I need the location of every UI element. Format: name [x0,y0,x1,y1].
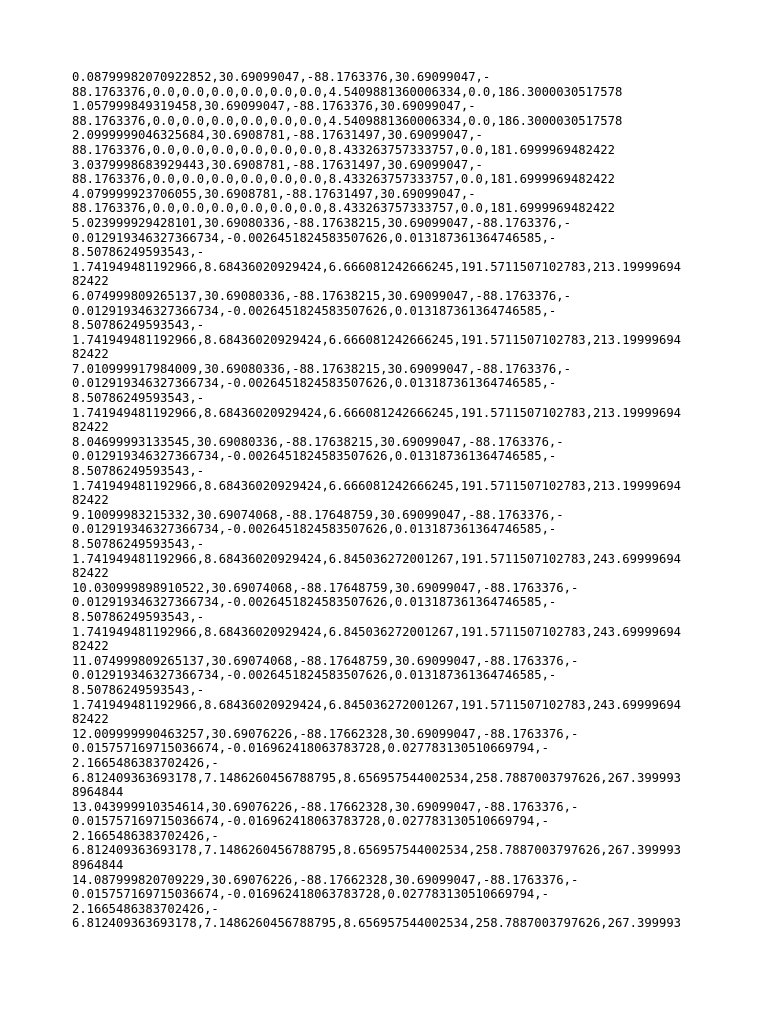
data-line: 1.741949481192966,8.68436020929424,6.666081242666245,191.5711507102783,213.19999694 [72,259,682,274]
data-line: 0.012919346327366734,-0.0026451824583507626,0.013187361364746585,- [72,522,557,537]
data-line: 82422 [72,274,109,289]
data-line: 8.50786249593543,- [72,464,205,479]
data-line: 8.50786249593543,- [72,682,205,697]
data-line: 12.009999990463257,30.69076226,-88.17662328,30.69099047,-88.1763376,- [72,726,579,741]
data-line: 0.012919346327366734,-0.0026451824583507626,0.013187361364746585,- [72,595,557,610]
data-line: 1.741949481192966,8.68436020929424,6.845036272001267,191.5711507102783,243.69999694 [72,551,682,566]
data-line: 4.079999923706055,30.6908781,-88.17631497,30.69099047,- [72,186,476,201]
data-line: 6.812409363693178,7.1486260456788795,8.656957544002534,258.7887003797626,267.399993 [72,843,682,858]
data-line: 8.50786249593543,- [72,391,205,406]
data-line: 10.030999898910522,30.69074068,-88.17648759,30.69099047,-88.1763376,- [72,580,579,595]
data-line: 7.010999917984009,30.69080336,-88.17638215,30.69099047,-88.1763376,- [72,361,571,376]
data-line: 82422 [72,420,109,435]
data-line: 0.015757169715036674,-0.016962418063783728,0.027783130510669794,- [72,741,549,756]
data-line: 0.012919346327366734,-0.0026451824583507626,0.013187361364746585,- [72,449,557,464]
data-line: 5.023999929428101,30.69080336,-88.17638215,30.69099047,-88.1763376,- [72,215,571,230]
data-line: 82422 [72,639,109,654]
data-line: 6.812409363693178,7.1486260456788795,8.656957544002534,258.7887003797626,267.399993 [72,770,682,785]
data-line: 8.50786249593543,- [72,537,205,551]
data-line: 8.50786249593543,- [72,318,205,333]
data-line: 0.012919346327366734,-0.0026451824583507626,0.013187361364746585,- [72,376,557,391]
data-line: 82422 [72,347,109,362]
data-line: 8964844 [72,785,124,800]
data-line: 2.1665486383702426,- [72,901,219,916]
data-line: 14.087999820709229,30.69076226,-88.17662328,30.69099047,-88.1763376,- [72,872,579,887]
data-text-block [72,70,712,931]
data-line: 1.057999849319458,30.69099047,-88.1763376,30.69099047,- [72,99,476,114]
data-line: 8.50786249593543,- [72,245,205,260]
data-line: 9.10099983215332,30.69074068,-88.17648759,30.69099047,-88.1763376,- [72,507,564,522]
data-line: 82422 [72,712,109,727]
data-line: 13.043999910354614,30.69076226,-88.17662328,30.69099047,-88.1763376,- [72,799,579,814]
data-line: 2.0999999046325684,30.6908781,-88.17631497,30.69099047,- [72,128,483,143]
data-line: 0.012919346327366734,-0.0026451824583507626,0.013187361364746585,- [72,230,557,245]
data-line: 0.08799982070922852,30.69099047,-88.1763376,30.69099047,- [72,70,491,84]
document-page [72,70,712,931]
data-line: 8.50786249593543,- [72,609,205,624]
data-line: 3.0379998683929443,30.6908781,-88.17631497,30.69099047,- [72,157,483,172]
data-line: 88.1763376,0.0,0.0,0.0,0.0,0.0,0.0,8.433263757333757,0.0,181.6999969482422 [72,201,615,216]
data-line: 1.741949481192966,8.68436020929424,6.666081242666245,191.5711507102783,213.19999694 [72,405,682,420]
data-line: 6.074999809265137,30.69080336,-88.17638215,30.69099047,-88.1763376,- [72,288,571,303]
data-line: 0.015757169715036674,-0.016962418063783728,0.027783130510669794,- [72,814,549,829]
data-line: 82422 [72,566,109,581]
data-line: 8.04699993133545,30.69080336,-88.17638215,30.69099047,-88.1763376,- [72,434,564,449]
data-line: 88.1763376,0.0,0.0,0.0,0.0,0.0,0.0,8.433263757333757,0.0,181.6999969482422 [72,142,615,157]
data-line: 1.741949481192966,8.68436020929424,6.845036272001267,191.5711507102783,243.69999694 [72,624,682,639]
data-line: 88.1763376,0.0,0.0,0.0,0.0,0.0,0.0,8.433263757333757,0.0,181.6999969482422 [72,172,615,187]
data-line: 1.741949481192966,8.68436020929424,6.666081242666245,191.5711507102783,213.19999694 [72,478,682,493]
data-line: 2.1665486383702426,- [72,755,219,770]
data-line: 2.1665486383702426,- [72,828,219,843]
data-line: 82422 [72,493,109,508]
data-line: 6.812409363693178,7.1486260456788795,8.656957544002534,258.7887003797626,267.399993 [72,916,682,931]
data-line: 11.074999809265137,30.69074068,-88.17648759,30.69099047,-88.1763376,- [72,653,579,668]
data-line: 1.741949481192966,8.68436020929424,6.845036272001267,191.5711507102783,243.69999694 [72,697,682,712]
data-line: 0.012919346327366734,-0.0026451824583507626,0.013187361364746585,- [72,303,557,318]
data-line: 8964844 [72,858,124,873]
data-line: 0.012919346327366734,-0.0026451824583507626,0.013187361364746585,- [72,668,557,683]
data-line: 88.1763376,0.0,0.0,0.0,0.0,0.0,0.0,4.5409881360006334,0.0,186.3000030517578 [72,84,623,99]
data-line: 1.741949481192966,8.68436020929424,6.666081242666245,191.5711507102783,213.19999694 [72,332,682,347]
data-line: 88.1763376,0.0,0.0,0.0,0.0,0.0,0.0,4.5409881360006334,0.0,186.3000030517578 [72,113,623,128]
data-line: 0.015757169715036674,-0.016962418063783728,0.027783130510669794,- [72,887,549,902]
